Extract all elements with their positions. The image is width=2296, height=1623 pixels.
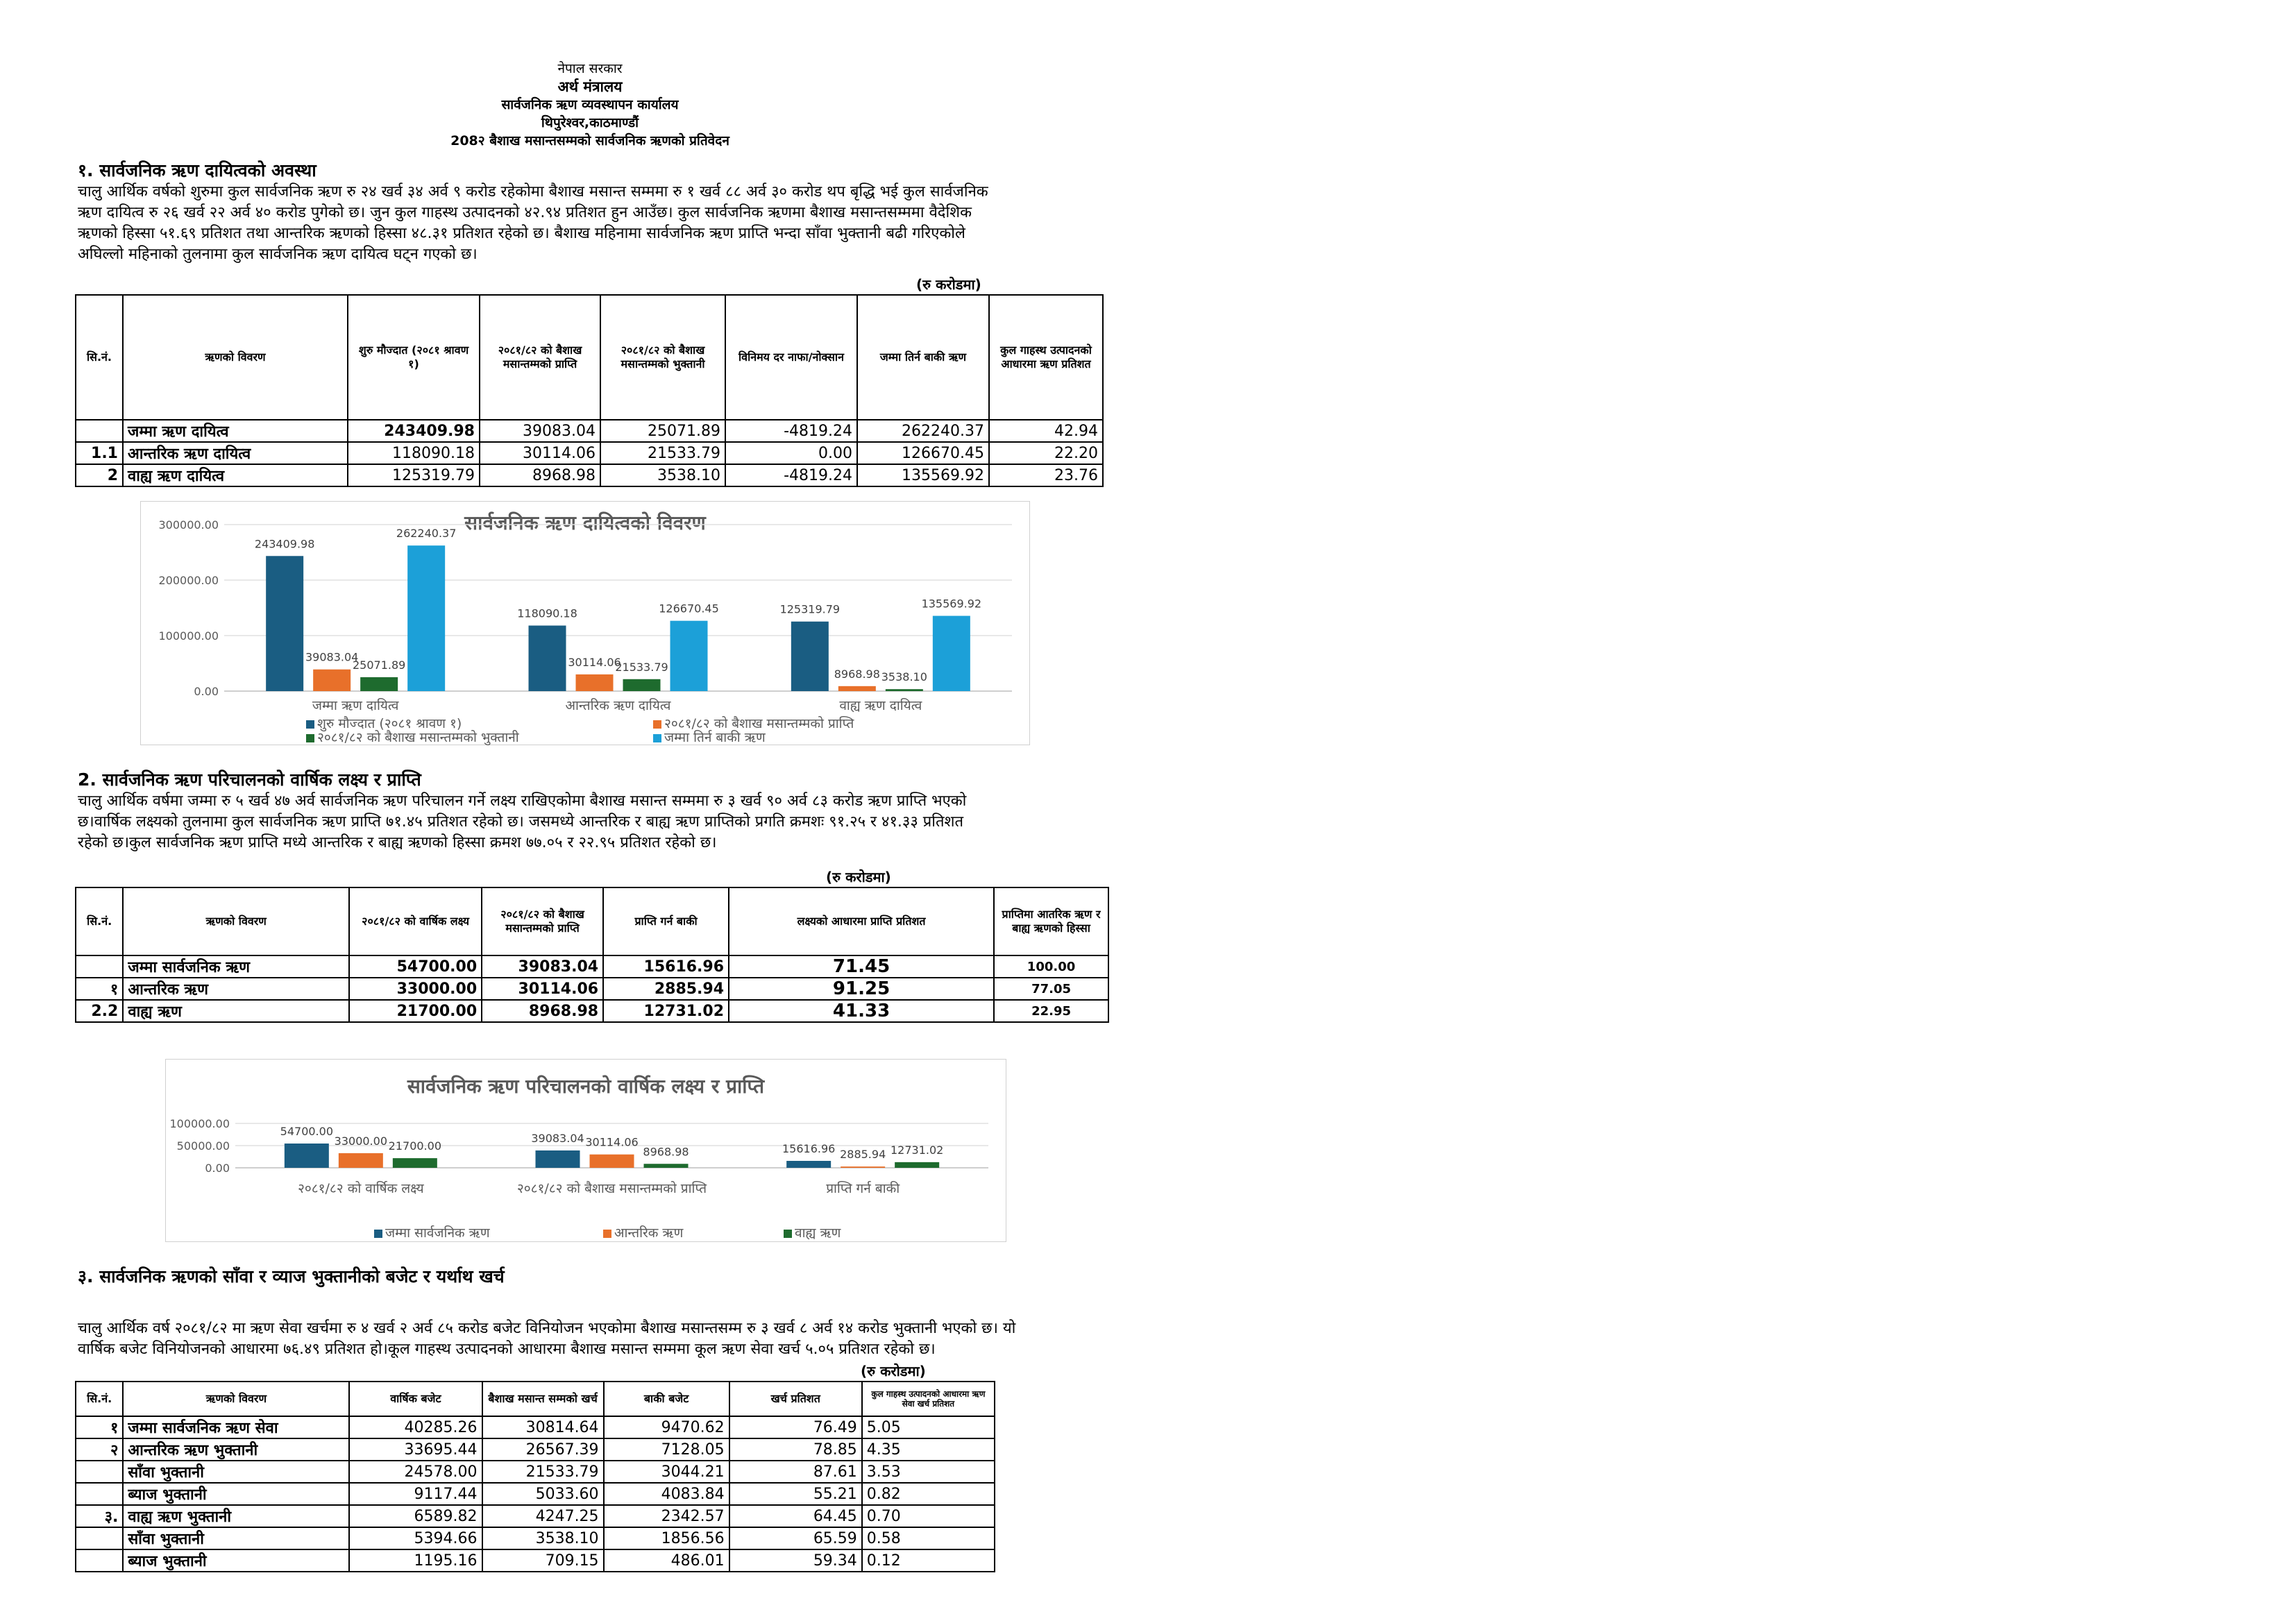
data-label: 2885.94 — [840, 1148, 886, 1162]
cell: 76.49 — [729, 1416, 862, 1438]
col-header: प्राप्तिमा आतरिक ऋण र बाह्य ऋणको हिस्सा — [994, 887, 1108, 955]
cell: 21533.79 — [482, 1461, 604, 1483]
section1-title: १. सार्वजनिक ऋण दायित्वको अवस्था — [78, 160, 316, 180]
chart-title: सार्वजनिक ऋण परिचालनको वार्षिक लक्ष्य र प्राप्ति — [407, 1075, 765, 1098]
x-category-label: वाह्य ऋण दायित्व — [839, 698, 922, 713]
cell: 65.59 — [729, 1527, 862, 1549]
row-desc: वाह्य ऋण — [123, 1000, 349, 1022]
data-label: 21700.00 — [388, 1139, 442, 1153]
row-desc: आन्तरिक ऋण भुक्तानी — [123, 1438, 349, 1461]
bar — [895, 1162, 939, 1168]
cell: 0.82 — [862, 1483, 995, 1505]
row-sn: ३. — [76, 1505, 123, 1527]
bar — [407, 545, 445, 691]
cell: 8968.98 — [482, 1000, 603, 1022]
row-desc: ब्याज भुक्तानी — [123, 1549, 349, 1572]
x-category-label: आन्तरिक ऋण दायित्व — [565, 698, 671, 713]
cell: 21700.00 — [349, 1000, 482, 1022]
cell: 30114.06 — [482, 978, 603, 1000]
data-label: 126670.45 — [659, 602, 719, 615]
legend-label: २०८१/८२ को बैशाख मसान्तम्मको भुक्तानी — [317, 730, 519, 745]
section3-title: ३. सार्वजनिक ऋणको साँवा र व्याज भुक्तानीको बजेट र यर्थाथ खर्च — [78, 1266, 505, 1286]
cell: 9117.44 — [349, 1483, 482, 1505]
section2-para-line: रहेको छ।कुल सार्वजनिक ऋण प्राप्ति मध्ये आन्तरिक र बाह्य ऋणको हिस्सा क्रमश ७७.०५ र २२.९५ प्रतिशत रहेको छ। — [78, 834, 717, 851]
col-header: ऋणको विवरण — [123, 295, 348, 420]
bar — [786, 1161, 831, 1168]
cell: 5394.66 — [349, 1527, 482, 1549]
cell: 709.15 — [482, 1549, 604, 1572]
debt-service-table — [75, 1381, 995, 1572]
section3-unit: (रु करोडमा) — [861, 1363, 926, 1379]
table-row — [76, 978, 1108, 1000]
col-header: २०८१/८२ को बैशाख मसान्तम्मको प्राप्ति — [482, 887, 603, 955]
bar — [339, 1153, 383, 1168]
row-sn: 2.2 — [76, 1000, 123, 1022]
section1-unit: (रु करोडमा) — [916, 276, 981, 293]
col-header: विनिमय दर नाफा/नोक्सान — [725, 295, 857, 420]
row-sn: २ — [76, 1438, 123, 1461]
cell: 71.45 — [729, 955, 994, 978]
y-tick-label: 100000.00 — [158, 629, 219, 643]
bar — [536, 1150, 580, 1168]
y-tick-label: 0.00 — [205, 1162, 230, 1175]
data-label: 125319.79 — [779, 602, 841, 616]
x-category-label: जम्मा ऋण दायित्व — [312, 698, 399, 713]
section2-para-line: चालु आर्थिक वर्षमा जम्मा रु ५ खर्व ४७ अर्व सार्वजनिक ऋण परिचालन गर्ने लक्ष्य राखिएकोमा बैशाख मसान्त सम्ममा रु ३ खर्व ९० अर्व ८३ करोड ऋण प्राप्ति भएको — [78, 792, 967, 810]
section1-para-line: चालु आर्थिक वर्षको शुरुमा कुल सार्वजनिक ऋण रु २४ खर्व ३४ अर्व ९ करोड रहेकोमा बैशाख मसान्त सम्ममा रु १ खर्व ८८ अर्व ३० करोड थप बृद्धि भई कुल सार्वजनिक — [78, 183, 988, 201]
bar — [838, 686, 876, 691]
table-row — [76, 1549, 995, 1572]
cell: 100.00 — [994, 955, 1108, 978]
bar — [285, 1144, 329, 1168]
section3-para-line: चालु आर्थिक वर्ष २०८१/८२ मा ऋण सेवा खर्चमा रु ४ खर्व २ अर्व ८५ करोड बजेट विनियोजन भएकोमा बैशाख मसान्तसम्म रु ३ खर्व ८ अर्व १४ करोड भुक्तानी भएको छ। यो — [78, 1320, 1016, 1337]
cell: 30814.64 — [482, 1416, 604, 1438]
cell: -4819.24 — [725, 464, 857, 486]
col-header: सि.नं. — [76, 887, 123, 955]
table-row — [76, 1416, 995, 1438]
cell: 3.53 — [862, 1461, 995, 1483]
cell: 262240.37 — [857, 420, 989, 442]
cell: 0.70 — [862, 1505, 995, 1527]
section2-unit: (रु करोडमा) — [826, 869, 891, 885]
legend-item — [374, 1223, 490, 1241]
row-desc: आन्तरिक ऋण दायित्व — [123, 442, 348, 464]
data-label: 262240.37 — [396, 527, 457, 541]
legend-label: जम्मा तिर्न बाकी ऋण — [664, 730, 766, 745]
col-header: सि.नं. — [76, 1382, 123, 1416]
liability-table — [75, 294, 1104, 487]
col-header: बैशाख मसान्त सम्मको खर्च — [482, 1382, 604, 1416]
cell: 23.76 — [989, 464, 1103, 486]
section1-paragraph — [78, 182, 1112, 265]
cell: 33695.44 — [349, 1438, 482, 1461]
mobilization-chart — [165, 1059, 1006, 1242]
x-category-label: २०८१/८२ को वार्षिक लक्ष्य — [298, 1181, 424, 1196]
data-label: 3538.10 — [881, 670, 927, 684]
col-header: लक्ष्यको आधारमा प्राप्ति प्रतिशत — [729, 887, 994, 955]
legend-label: वाह्य ऋण — [795, 1225, 841, 1241]
legend-item — [306, 728, 519, 746]
legend-label: २०८१/८२ को बैशाख मसान्तम्मको प्राप्ति — [664, 716, 854, 731]
y-tick-label: 0.00 — [194, 685, 219, 698]
cell: 5.05 — [862, 1416, 995, 1438]
bar — [529, 626, 566, 691]
section2-paragraph — [78, 791, 1112, 853]
table-row — [76, 420, 1103, 442]
bar — [623, 679, 661, 691]
cell: 6589.82 — [349, 1505, 482, 1527]
row-sn: 1.1 — [76, 442, 123, 464]
cell: 54700.00 — [349, 955, 482, 978]
cell: -4819.24 — [725, 420, 857, 442]
mobilization-chart-svg — [166, 1060, 1006, 1241]
row-desc: आन्तरिक ऋण — [123, 978, 349, 1000]
bar — [576, 674, 614, 691]
cell: 9470.62 — [604, 1416, 729, 1438]
header-line1: नेपाल सरकार — [557, 61, 623, 76]
row-desc: वाह्य ऋण दायित्व — [123, 464, 348, 486]
cell: 4.35 — [862, 1438, 995, 1461]
cell: 7128.05 — [604, 1438, 729, 1461]
legend-swatch — [653, 720, 661, 729]
y-tick-label: 200000.00 — [158, 574, 219, 587]
bar — [393, 1158, 437, 1168]
table-row — [76, 1461, 995, 1483]
col-header: बाकी बजेट — [604, 1382, 729, 1416]
cell: 55.21 — [729, 1483, 862, 1505]
legend-label: आन्तरिक ऋण — [614, 1225, 684, 1241]
table-row — [76, 1483, 995, 1505]
legend-swatch — [306, 720, 314, 729]
section3-para-line: वार्षिक बजेट विनियोजनको आधारमा ७६.४९ प्रतिशत हो।कूल गाहस्थ उत्पादनको आधारमा बैशाख मसान्त सम्ममा कूल ऋण सेवा खर्च ५.०५ प्रतिशत रहेको छ। — [78, 1341, 936, 1358]
row-desc: वाह्य ऋण भुक्तानी — [123, 1505, 349, 1527]
legend-swatch — [784, 1230, 792, 1238]
table-row — [76, 1438, 995, 1461]
row-sn: 2 — [76, 464, 123, 486]
bar — [313, 670, 351, 691]
row-desc: जम्मा सार्वजनिक ऋण — [123, 955, 349, 978]
data-label: 30114.06 — [568, 655, 621, 669]
cell: 2885.94 — [603, 978, 729, 1000]
legend-swatch — [603, 1230, 611, 1238]
cell: 0.12 — [862, 1549, 995, 1572]
table-row — [76, 955, 1108, 978]
cell: 41.33 — [729, 1000, 994, 1022]
cell: 0.58 — [862, 1527, 995, 1549]
cell: 243409.98 — [348, 420, 480, 442]
legend-swatch — [374, 1230, 382, 1238]
row-sn — [76, 1483, 123, 1505]
row-sn — [76, 1549, 123, 1572]
section3-paragraph — [78, 1318, 1112, 1360]
bar — [791, 622, 829, 691]
data-label: 8968.98 — [834, 667, 880, 681]
data-label: 15616.96 — [782, 1142, 836, 1156]
data-label: 39083.04 — [531, 1131, 584, 1145]
cell: 78.85 — [729, 1438, 862, 1461]
cell: 39083.04 — [480, 420, 600, 442]
cell: 22.95 — [994, 1000, 1108, 1022]
data-label: 135569.92 — [921, 597, 982, 611]
col-header: कुल गाहस्थ उत्पादनको आधारमा ऋण प्रतिशत — [989, 295, 1103, 420]
data-label: 12731.02 — [890, 1143, 944, 1157]
cell: 118090.18 — [348, 442, 480, 464]
legend-swatch — [653, 734, 661, 742]
x-category-label: २०८१/८२ को बैशाख मसान्तम्मको प्राप्ति — [516, 1181, 707, 1196]
table-row — [76, 464, 1103, 486]
col-header: २०८१/८२ को बैशाख मसान्तम्मको भुक्तानी — [600, 295, 725, 420]
table-row — [76, 1527, 995, 1549]
data-label: 30114.06 — [585, 1135, 639, 1149]
y-tick-label: 100000.00 — [169, 1117, 230, 1130]
y-tick-label: 50000.00 — [176, 1139, 230, 1153]
legend-label: शुरु मौज्दात (२०८१ श्रावण १) — [317, 716, 462, 731]
cell: 126670.45 — [857, 442, 989, 464]
row-desc: ब्याज भुक्तानी — [123, 1483, 349, 1505]
table-row — [76, 1000, 1108, 1022]
col-header: वार्षिक बजेट — [349, 1382, 482, 1416]
data-label: 54700.00 — [280, 1124, 334, 1138]
data-label: 33000.00 — [334, 1134, 388, 1148]
row-desc: जम्मा सार्वजनिक ऋण सेवा — [123, 1416, 349, 1438]
col-header: सि.नं. — [76, 295, 123, 420]
legend-item — [653, 728, 766, 746]
bar — [360, 677, 398, 691]
legend-item — [784, 1223, 841, 1241]
data-label: 243409.98 — [254, 537, 315, 551]
chart-title: सार्वजनिक ऋण दायित्वको विवरण — [464, 511, 706, 534]
legend-item — [603, 1223, 683, 1241]
cell: 42.94 — [989, 420, 1103, 442]
y-tick-label: 300000.00 — [158, 518, 219, 532]
cell: 64.45 — [729, 1505, 862, 1527]
cell: 39083.04 — [482, 955, 603, 978]
header-line5: 208२ बैशाख मसान्तसम्मको सार्वजनिक ऋणको प्रतिवेदन — [450, 133, 729, 148]
cell: 91.25 — [729, 978, 994, 1000]
header-block — [0, 60, 1180, 150]
cell: 1195.16 — [349, 1549, 482, 1572]
liability-chart — [140, 501, 1030, 745]
section1-para-line: ऋण दायित्व रु २६ खर्व २२ अर्व ४० करोड पुगेको छ। जुन कुल गाहस्थ उत्पादनको ४२.९४ प्रतिशत हुन आउँछ। कुल सार्वजनिक ऋणमा बैशाख मसान्तसम्ममा वैदेशिक — [78, 204, 972, 221]
row-desc: साँवा भुक्तानी — [123, 1461, 349, 1483]
cell: 486.01 — [604, 1549, 729, 1572]
cell: 125319.79 — [348, 464, 480, 486]
cell: 77.05 — [994, 978, 1108, 1000]
col-header: २०८१/८२ को बैशाख मसान्तम्मको प्राप्ति — [480, 295, 600, 420]
row-sn: १ — [76, 978, 123, 1000]
col-header: ऋणको विवरण — [123, 887, 349, 955]
cell: 33000.00 — [349, 978, 482, 1000]
data-label: 8968.98 — [643, 1145, 689, 1159]
col-header: प्राप्ति गर्न बाकी — [603, 887, 729, 955]
cell: 30114.06 — [480, 442, 600, 464]
col-header: खर्च प्रतिशत — [729, 1382, 862, 1416]
cell: 21533.79 — [600, 442, 725, 464]
row-desc: जम्मा ऋण दायित्व — [123, 420, 348, 442]
cell: 87.61 — [729, 1461, 862, 1483]
cell: 22.20 — [989, 442, 1103, 464]
bar — [841, 1166, 885, 1168]
header-line3: सार्वजनिक ऋण व्यवस्थापन कार्यालय — [501, 97, 679, 112]
cell: 15616.96 — [603, 955, 729, 978]
data-label: 118090.18 — [517, 606, 577, 620]
row-desc: साँवा भुक्तानी — [123, 1527, 349, 1549]
cell: 135569.92 — [857, 464, 989, 486]
table-row — [76, 442, 1103, 464]
bar — [590, 1155, 634, 1168]
cell: 3538.10 — [482, 1527, 604, 1549]
cell: 59.34 — [729, 1549, 862, 1572]
cell: 2342.57 — [604, 1505, 729, 1527]
cell: 8968.98 — [480, 464, 600, 486]
cell: 25071.89 — [600, 420, 725, 442]
bar — [644, 1164, 689, 1168]
row-sn — [76, 1461, 123, 1483]
row-sn — [76, 955, 123, 978]
bar — [670, 621, 708, 691]
data-label: 39083.04 — [305, 650, 359, 664]
legend-label: जम्मा सार्वजनिक ऋण — [385, 1225, 490, 1241]
bar — [886, 689, 923, 691]
x-category-label: प्राप्ति गर्न बाकी — [826, 1181, 900, 1196]
col-header: ऋणको विवरण — [123, 1382, 349, 1416]
cell: 3044.21 — [604, 1461, 729, 1483]
row-sn — [76, 420, 123, 442]
cell: 12731.02 — [603, 1000, 729, 1022]
cell: 24578.00 — [349, 1461, 482, 1483]
header-line2: अर्थ मंत्रालय — [557, 78, 623, 95]
bar — [266, 556, 303, 691]
cell: 3538.10 — [600, 464, 725, 486]
col-header: शुरु मौज्दात (२०८१ श्रावण १) — [348, 295, 480, 420]
row-sn — [76, 1527, 123, 1549]
col-header: कुल गाहस्थ उत्पादनको आधारमा ऋण सेवा खर्च प्रतिशत — [862, 1382, 995, 1416]
bar — [933, 616, 970, 691]
header-line4: थिपुरेश्वर,काठमाण्डौं — [541, 115, 639, 130]
section2-para-line: छ।वार्षिक लक्ष्यको तुलनामा कुल सार्वजनिक ऋण प्राप्ति ७१.४५ प्रतिशत रहेको छ। जसमध्ये आन्तरिक र बाह्य ऋण प्राप्तिको प्रगति क्रमशः ९१.२५ र ४१.३३ प्रतिशत — [78, 813, 964, 831]
data-label: 21533.79 — [615, 660, 668, 674]
section1-para-line: ऋणको हिस्सा ५१.६९ प्रतिशत तथा आन्तरिक ऋणको हिस्सा ४८.३१ प्रतिशत रहेको छ। बैशाख महिनामा सार्वजनिक ऋण प्राप्ति भन्दा साँवा भुक्तानी बढी गरिएकोले — [78, 225, 965, 242]
cell: 40285.26 — [349, 1416, 482, 1438]
cell: 26567.39 — [482, 1438, 604, 1461]
data-label: 25071.89 — [352, 658, 406, 672]
cell: 5033.60 — [482, 1483, 604, 1505]
cell: 4247.25 — [482, 1505, 604, 1527]
section2-title: 2. सार्वजनिक ऋण परिचालनको वार्षिक लक्ष्य र प्राप्ति — [78, 770, 421, 790]
mobilization-table — [75, 887, 1109, 1023]
cell: 1856.56 — [604, 1527, 729, 1549]
liability-chart-svg — [141, 502, 1029, 745]
row-sn: १ — [76, 1416, 123, 1438]
cell: 0.00 — [725, 442, 857, 464]
cell: 4083.84 — [604, 1483, 729, 1505]
legend-swatch — [306, 734, 314, 742]
table-row — [76, 1505, 995, 1527]
section1-para-line: अघिल्लो महिनाको तुलनामा कुल सार्वजनिक ऋण दायित्व घट्न गएको छ। — [78, 246, 478, 263]
col-header: जम्मा तिर्न बाकी ऋण — [857, 295, 989, 420]
col-header: २०८१/८२ को वार्षिक लक्ष्य — [349, 887, 482, 955]
